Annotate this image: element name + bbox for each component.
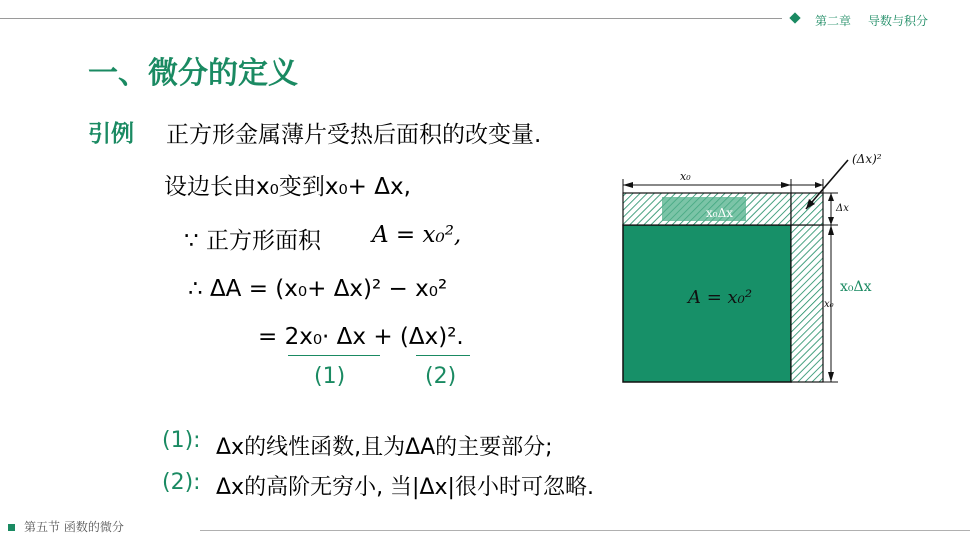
chapter-title: 导数与积分 bbox=[868, 14, 929, 28]
tag-1: (1) bbox=[314, 364, 346, 389]
footer-rule bbox=[200, 530, 970, 531]
line-side-change: 设边长由x₀变到x₀+ Δx, bbox=[164, 174, 411, 200]
note-2-label: (2): bbox=[162, 470, 201, 495]
top-dimension-label: x₀ bbox=[680, 170, 691, 183]
chapter-number: 第二章 bbox=[815, 14, 852, 28]
corner-label: (Δx)² bbox=[852, 152, 882, 166]
line-area-formula: A = x₀², bbox=[372, 222, 462, 248]
right-dimension-label: x₀ bbox=[824, 299, 834, 310]
side-strip-label: x₀Δx bbox=[840, 279, 872, 295]
small-increment-label: Δx bbox=[836, 203, 849, 214]
intro-text: 正方形金属薄片受热后面积的改变量. bbox=[166, 122, 542, 148]
footer-section: 第五节 函数的微分 bbox=[24, 520, 124, 534]
line-expanded: = 2x₀· Δx + (Δx)². bbox=[258, 324, 464, 350]
intro-label: 引例 bbox=[88, 121, 134, 147]
tag-2: (2) bbox=[425, 364, 457, 389]
line-delta-area: ∴ ΔA = (x₀+ Δx)² − x₀² bbox=[188, 276, 448, 302]
top-strip-fill bbox=[662, 197, 746, 221]
line-area-prefix: ∵ 正方形面积 bbox=[184, 228, 321, 254]
note-2-text: Δx的高阶无穷小, 当|Δx|很小时可忽略. bbox=[216, 475, 594, 500]
footer-square-icon bbox=[8, 524, 15, 531]
main-area-label: A = x₀² bbox=[688, 287, 753, 308]
section-title: 一、微分的定义 bbox=[88, 56, 298, 91]
underbrace-2 bbox=[416, 355, 470, 356]
top-strip-label: x₀Δx bbox=[706, 206, 734, 220]
note-1-label: (1): bbox=[162, 428, 201, 453]
note-1-text: Δx的线性函数,且为ΔA的主要部分; bbox=[216, 435, 553, 460]
header-diamond-icon bbox=[789, 12, 800, 23]
underbrace-1 bbox=[288, 355, 380, 356]
square-area-figure bbox=[610, 145, 900, 395]
header-rule bbox=[0, 18, 782, 19]
right-strip bbox=[791, 225, 823, 382]
